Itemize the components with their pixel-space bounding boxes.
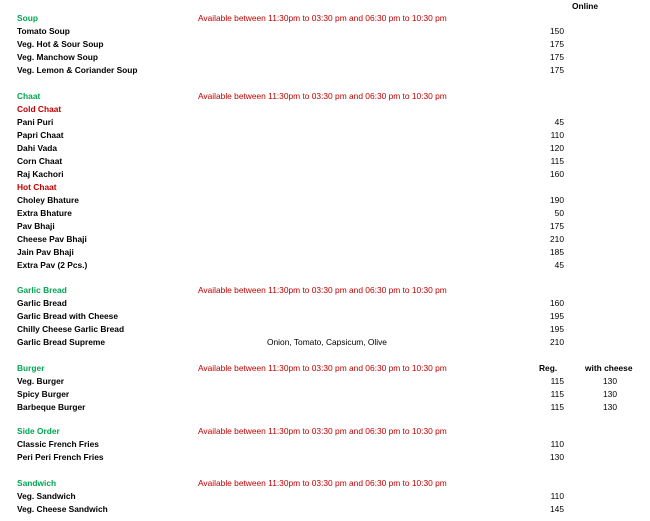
section-title: Burger bbox=[17, 363, 45, 373]
availability-note: Available between 11:30pm to 03:30 pm and 06:30 pm to 10:30 pm bbox=[198, 91, 447, 101]
section-header-garlic-bread bbox=[0, 284, 650, 297]
menu-item bbox=[0, 233, 650, 246]
section-title: Sandwich bbox=[17, 478, 57, 488]
item-description: Onion, Tomato, Capsicum, Olive bbox=[267, 337, 387, 347]
subsection-title: Hot Chaat bbox=[17, 182, 57, 192]
item-price: 160 bbox=[550, 169, 564, 179]
item-name: Pani Puri bbox=[17, 117, 54, 127]
menu-item bbox=[0, 438, 650, 451]
subsection-title: Cold Chaat bbox=[17, 104, 62, 114]
item-name: Veg. Hot & Sour Soup bbox=[17, 39, 104, 49]
item-name: Garlic Bread bbox=[17, 298, 67, 308]
item-name: Corn Chaat bbox=[17, 156, 63, 166]
item-price: 195 bbox=[550, 324, 564, 334]
menu-item bbox=[0, 220, 650, 233]
item-name: Tomato Soup bbox=[17, 26, 70, 36]
regular-column-header: Reg. bbox=[539, 363, 558, 373]
item-name: Veg. Burger bbox=[17, 376, 65, 386]
menu-item bbox=[0, 246, 650, 259]
item-name: Cheese Pav Bhaji bbox=[17, 234, 87, 244]
menu-item bbox=[0, 503, 650, 516]
menu-item bbox=[0, 194, 650, 207]
item-name: Choley Bhature bbox=[17, 195, 79, 205]
item-price: 175 bbox=[550, 221, 564, 231]
item-price: 160 bbox=[550, 298, 564, 308]
item-name: Garlic Bread with Cheese bbox=[17, 311, 119, 321]
item-price: 175 bbox=[550, 52, 564, 62]
menu-item bbox=[0, 297, 650, 310]
menu-item bbox=[0, 25, 650, 38]
section-header-burger bbox=[0, 362, 650, 375]
menu-item bbox=[0, 51, 650, 64]
menu-item bbox=[0, 451, 650, 464]
item-price: 195 bbox=[550, 311, 564, 321]
item-name: Raj Kachori bbox=[17, 169, 64, 179]
item-price: 150 bbox=[550, 26, 564, 36]
item-name: Extra Pav (2 Pcs.) bbox=[17, 260, 88, 270]
menu-item bbox=[0, 310, 650, 323]
menu-item bbox=[0, 155, 650, 168]
item-price: 185 bbox=[550, 247, 564, 257]
item-price: 190 bbox=[550, 195, 564, 205]
availability-note: Available between 11:30pm to 03:30 pm and 06:30 pm to 10:30 pm bbox=[198, 363, 447, 373]
menu-item bbox=[0, 116, 650, 129]
item-name: Barbeque Burger bbox=[17, 402, 86, 412]
item-name: Extra Bhature bbox=[17, 208, 72, 218]
item-name: Garlic Bread Supreme bbox=[17, 337, 105, 347]
item-price: 115 bbox=[550, 376, 564, 386]
section-title: Garlic Bread bbox=[17, 285, 67, 295]
item-price: 110 bbox=[550, 130, 564, 140]
item-price: 130 bbox=[550, 452, 564, 462]
section-title: Chaat bbox=[17, 91, 41, 101]
menu-item bbox=[0, 64, 650, 77]
item-name: Spicy Burger bbox=[17, 389, 70, 399]
item-price: 175 bbox=[550, 65, 564, 75]
section-title: Side Order bbox=[17, 426, 60, 436]
item-price: 210 bbox=[550, 337, 564, 347]
menu-item bbox=[0, 207, 650, 220]
availability-note: Available between 11:30pm to 03:30 pm and 06:30 pm to 10:30 pm bbox=[198, 478, 447, 488]
menu-item bbox=[0, 259, 650, 272]
with-cheese-column-header: with cheese bbox=[585, 363, 633, 373]
item-name: Veg. Manchow Soup bbox=[17, 52, 98, 62]
availability-note: Available between 11:30pm to 03:30 pm and 06:30 pm to 10:30 pm bbox=[198, 426, 447, 436]
item-name: Dahi Vada bbox=[17, 143, 58, 153]
item-price: 45 bbox=[554, 260, 564, 270]
item-price: 210 bbox=[550, 234, 564, 244]
item-price: 110 bbox=[550, 439, 564, 449]
item-price: 120 bbox=[550, 143, 564, 153]
section-header-soup bbox=[0, 12, 650, 25]
section-title: Soup bbox=[17, 13, 38, 23]
item-price: 45 bbox=[554, 117, 564, 127]
menu-item bbox=[0, 336, 650, 349]
item-price: 115 bbox=[550, 389, 564, 399]
menu-item bbox=[0, 142, 650, 155]
item-name: Pav Bhaji bbox=[17, 221, 55, 231]
subsection-header-hot-chaat bbox=[0, 181, 650, 194]
menu-item bbox=[0, 129, 650, 142]
subsection-header-cold-chaat bbox=[0, 103, 650, 116]
menu-item bbox=[0, 490, 650, 503]
section-header-chaat bbox=[0, 90, 650, 103]
item-price: 115 bbox=[550, 402, 564, 412]
availability-note: Available between 11:30pm to 03:30 pm and 06:30 pm to 10:30 pm bbox=[198, 285, 447, 295]
section-header-sandwich bbox=[0, 477, 650, 490]
item-name: Classic French Fries bbox=[17, 439, 99, 449]
availability-note: Available between 11:30pm to 03:30 pm and 06:30 pm to 10:30 pm bbox=[198, 13, 447, 23]
menu-item bbox=[0, 401, 650, 414]
item-cheese-price: 130 bbox=[603, 402, 617, 412]
item-price: 50 bbox=[554, 208, 564, 218]
menu-item bbox=[0, 168, 650, 181]
item-name: Veg. Cheese Sandwich bbox=[17, 504, 108, 514]
item-price: 175 bbox=[550, 39, 564, 49]
item-name: Peri Peri French Fries bbox=[17, 452, 104, 462]
item-price: 115 bbox=[550, 156, 564, 166]
item-name: Jain Pav Bhaji bbox=[17, 247, 74, 257]
item-name: Veg. Sandwich bbox=[17, 491, 76, 501]
menu-item bbox=[0, 38, 650, 51]
item-price: 145 bbox=[550, 504, 564, 514]
menu-item bbox=[0, 323, 650, 336]
item-name: Veg. Lemon & Coriander Soup bbox=[17, 65, 138, 75]
item-name: Papri Chaat bbox=[17, 130, 64, 140]
item-name: Chilly Cheese Garlic Bread bbox=[17, 324, 125, 334]
item-cheese-price: 130 bbox=[603, 376, 617, 386]
menu-item bbox=[0, 375, 650, 388]
online-column-header: Online bbox=[572, 1, 599, 11]
section-header-side-order bbox=[0, 425, 650, 438]
menu-item bbox=[0, 388, 650, 401]
item-cheese-price: 130 bbox=[603, 389, 617, 399]
item-price: 110 bbox=[550, 491, 564, 501]
